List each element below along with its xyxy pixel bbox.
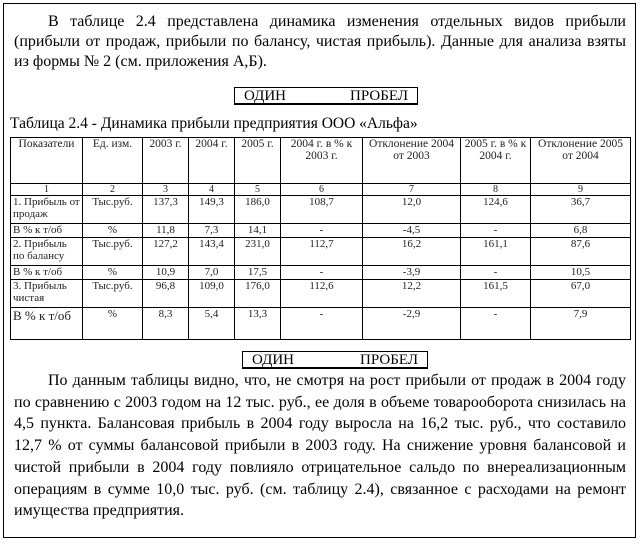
- table-cell: Тыс.руб.: [83, 280, 143, 308]
- header-cell: 2005 г.: [235, 138, 281, 184]
- number-cell: 3: [143, 184, 189, 196]
- table-cell: 67,0: [531, 280, 631, 308]
- table-cell: 87,6: [531, 238, 631, 266]
- row-label: В % к т/об: [11, 266, 83, 280]
- table-cell: 36,7: [531, 196, 631, 224]
- table-cell: Тыс.руб.: [83, 238, 143, 266]
- number-cell: 2: [83, 184, 143, 196]
- table-cell: 17,5: [235, 266, 281, 280]
- table-cell: -: [461, 224, 531, 238]
- table-cell: 13,3: [235, 308, 281, 340]
- table-row: [11, 266, 631, 280]
- header-cell: 2005 г. в % к 2004 г.: [461, 138, 531, 184]
- table-cell: 7,9: [531, 308, 631, 340]
- table-cell: 10,9: [143, 266, 189, 280]
- marker-top-right: ПРОБЕЛ: [350, 88, 408, 104]
- table-cell: -4,5: [363, 224, 461, 238]
- table-cell: %: [83, 266, 143, 280]
- table-cell: 176,0: [235, 280, 281, 308]
- table-cell: 11,8: [143, 224, 189, 238]
- table-cell: 231,0: [235, 238, 281, 266]
- row-label: В % к т/об: [11, 308, 83, 340]
- conclusion-paragraph: По данным таблицы видно, что, не смотря на рост прибыли от продаж в 2004 году по сравнению с 2003 годом на 12 тыс. руб., ее доля в объеме товарооборота снизилась на 4,5 пункта. Балансовая прибыль в 2004 году выросла на 16,2 тыс. руб., что составило 12,7 % от суммы балансовой прибыли в 2003 году. На снижение уровня балансовой и чистой прибыли в 2004 году повлияло отрицательное сальдо по внереализационным операциям в сумме 10,0 тыс. руб. (см. таблицу 2.4), связанное с расходами на ремонт имущества предприятия.: [14, 372, 626, 520]
- table-cell: -: [461, 266, 531, 280]
- table-cell: -2,9: [363, 308, 461, 340]
- header-cell: Отклонение 2005 от 2004: [531, 138, 631, 184]
- table-cell: 14,1: [235, 224, 281, 238]
- table-cell: 8,3: [143, 308, 189, 340]
- header-cell: Показатели: [11, 138, 83, 184]
- table-cell: 124,6: [461, 196, 531, 224]
- table-row: [11, 224, 631, 238]
- table-cell: 149,3: [189, 196, 235, 224]
- spacing-marker-top: [234, 87, 418, 105]
- table-cell: 161,1: [461, 238, 531, 266]
- header-cell: 2004 г. в % к 2003 г.: [281, 138, 363, 184]
- document-page: [3, 3, 636, 538]
- header-cell: 2004 г.: [189, 138, 235, 184]
- table-cell: -: [281, 308, 363, 340]
- table-row: [11, 308, 631, 340]
- table-cell: 109,0: [189, 280, 235, 308]
- table-cell: 12,2: [363, 280, 461, 308]
- table-cell: 161,5: [461, 280, 531, 308]
- marker-top-left: ОДИН: [244, 88, 286, 104]
- table-cell: 137,3: [143, 196, 189, 224]
- table-cell: 112,7: [281, 238, 363, 266]
- table-cell: 108,7: [281, 196, 363, 224]
- number-cell: 7: [363, 184, 461, 196]
- table-cell: 112,6: [281, 280, 363, 308]
- header-cell: 2003 г.: [143, 138, 189, 184]
- table-cell: Тыс.руб.: [83, 196, 143, 224]
- marker-bottom-right: ПРОБЕЛ: [360, 352, 418, 368]
- table-caption: Таблица 2.4 - Динамика прибыли предприятия ООО «Альфа»: [10, 115, 418, 132]
- table-cell: 186,0: [235, 196, 281, 224]
- table-cell: 5,4: [189, 308, 235, 340]
- table-cell: -3,9: [363, 266, 461, 280]
- table-cell: -: [281, 266, 363, 280]
- marker-bottom-left: ОДИН: [252, 352, 294, 368]
- row-label: 2. Прибыль по балансу: [11, 238, 83, 266]
- table-row: [11, 238, 631, 266]
- number-cell: 9: [531, 184, 631, 196]
- row-label: 3. Прибыль чистая: [11, 280, 83, 308]
- header-cell: Ед. изм.: [83, 138, 143, 184]
- table-cell: 7,0: [189, 266, 235, 280]
- intro-paragraph: В таблице 2.4 представлена динамика изменения отдельных видов прибыли (прибыли от продаж, прибыли по балансу, чистая прибыль). Данные для анализа взяты из формы № 2 (см. приложения А,Б).: [14, 13, 626, 70]
- table-cell: -: [461, 308, 531, 340]
- spacing-marker-bottom: [242, 351, 428, 369]
- table-cell: %: [83, 224, 143, 238]
- column-number-row: [11, 184, 631, 196]
- table-cell: %: [83, 308, 143, 340]
- profit-table: [10, 137, 631, 340]
- number-cell: 4: [189, 184, 235, 196]
- row-label: В % к т/об: [11, 224, 83, 238]
- table-row: [11, 280, 631, 308]
- number-cell: 6: [281, 184, 363, 196]
- table-cell: 96,8: [143, 280, 189, 308]
- number-cell: 1: [11, 184, 83, 196]
- table-cell: 7,3: [189, 224, 235, 238]
- table-cell: 143,4: [189, 238, 235, 266]
- row-label: 1. Прибыль от продаж: [11, 196, 83, 224]
- header-cell: Отклонение 2004 от 2003: [363, 138, 461, 184]
- number-cell: 8: [461, 184, 531, 196]
- number-cell: 5: [235, 184, 281, 196]
- table-cell: 12,0: [363, 196, 461, 224]
- table-cell: 16,2: [363, 238, 461, 266]
- table-row: [11, 196, 631, 224]
- table-cell: -: [281, 224, 363, 238]
- table-header-row: [11, 138, 631, 184]
- table-cell: 10,5: [531, 266, 631, 280]
- table-cell: 6,8: [531, 224, 631, 238]
- table-cell: 127,2: [143, 238, 189, 266]
